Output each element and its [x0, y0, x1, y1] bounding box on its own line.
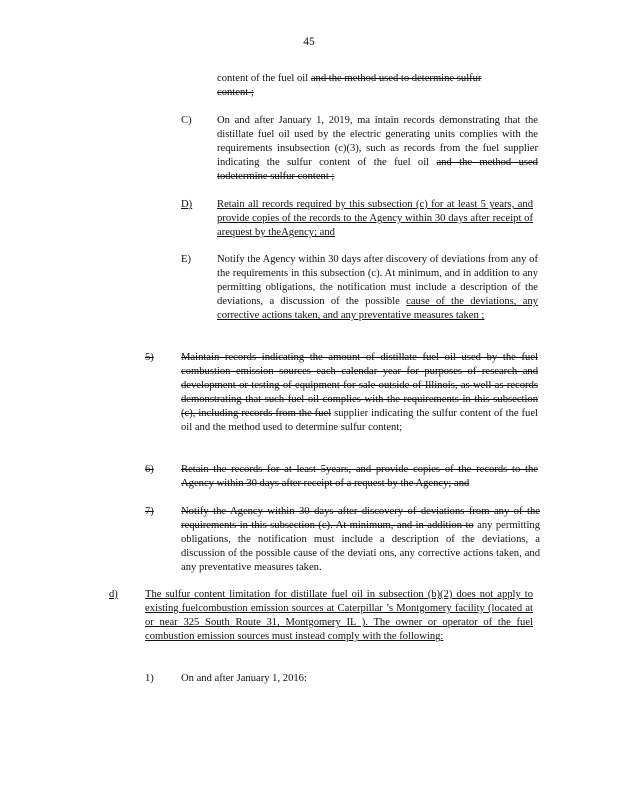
item-7-label: 7)	[145, 506, 154, 517]
item-d-lower-text: The sulfur content limitation for distillate fuel oil in subsection (b)(2) does not apply to existing fuelcombustion emission sources at Caterpillar ’s Montgomery facility (located at or near 325 South Route 31, Montgomery IL ). The owner or operator of the fuel combustion emission sources must instead comply with the following:	[145, 589, 533, 643]
item-c-text	[217, 114, 538, 184]
item-5-label: 5)	[145, 352, 154, 363]
item-e-plain: Notify the Agency within 30 days after discovery of deviations from any of the requirements in this subsection (c). At minimum, and in addition to any permitting obligations, the notification must include a description of the deviations, a discussion of the possible	[217, 254, 538, 308]
item-d-lower-label: d)	[109, 589, 118, 600]
b-continuation-text: content of the fuel oil	[217, 73, 309, 84]
item-1-label: 1)	[145, 673, 154, 684]
item-c-struck: and the method used todetermine sulfur content ;	[217, 157, 538, 183]
item-7-text	[181, 505, 540, 575]
b-continuation-struck: and the method used to determine sulfur	[310, 73, 482, 84]
item-e-underlined: cause of the deviations, any corrective actions taken, and any preventative measures taken ;	[217, 296, 539, 322]
item-1-text: On and after January 1, 2016:	[181, 673, 307, 684]
item-7-struck: Notify the Agency within 30 days after discovery of deviations from any of the requirements in this subsection (c). At minimum, and in addition to	[181, 506, 540, 532]
item-e-text	[217, 253, 538, 323]
item-6-label: 6)	[145, 464, 154, 475]
item-5-text	[181, 351, 538, 436]
item-7-plain: any permitting obligations, the notification must include a description of the deviations, a discussion of the possible cause of the deviati ons, any corrective actions taken, and any preventative measures taken.	[181, 520, 540, 574]
item-c-label: C)	[181, 115, 192, 126]
item-e-label: E)	[181, 254, 191, 265]
item-c-plain: On and after January 1, 2019, ma intain records demonstrating that the distillate fuel oil used by the electric generating units complies with the requirements insubsection (c)(3), such as records from the fuel supplier indicating the sulfur content of the fuel oil	[217, 115, 538, 169]
b-continuation-struck-2: content ;	[217, 87, 254, 99]
item-6-text: Retain the records for at least 5years, and provide copies of the records to the Agency within 30 days after receipt of a request by the Agency; and	[181, 464, 538, 490]
item-5-struck: Maintain records indicating the amount of distillate fuel oil used by the fuel combustion emission sources each calendar year for purposes of research and development or testing of equipment for sale outside of Illinois, as well as records demonstrating that such fuel oil complies with the requirements in this subsection (c), including records from the fuel	[181, 352, 538, 420]
item-b-continuation	[217, 72, 521, 100]
item-5-plain: supplier indicating the sulfur content of the fuel oil and the method used to determine sulfur content;	[181, 408, 539, 434]
item-d-upper-text: Retain all records required by this subsection (c) for at least 5 years, and provide copies of the records to the Agency within 30 days after receipt of arequest by theAgency; and	[217, 199, 533, 239]
item-d-upper-label: D)	[181, 199, 193, 210]
page-number: 45	[303, 36, 315, 48]
